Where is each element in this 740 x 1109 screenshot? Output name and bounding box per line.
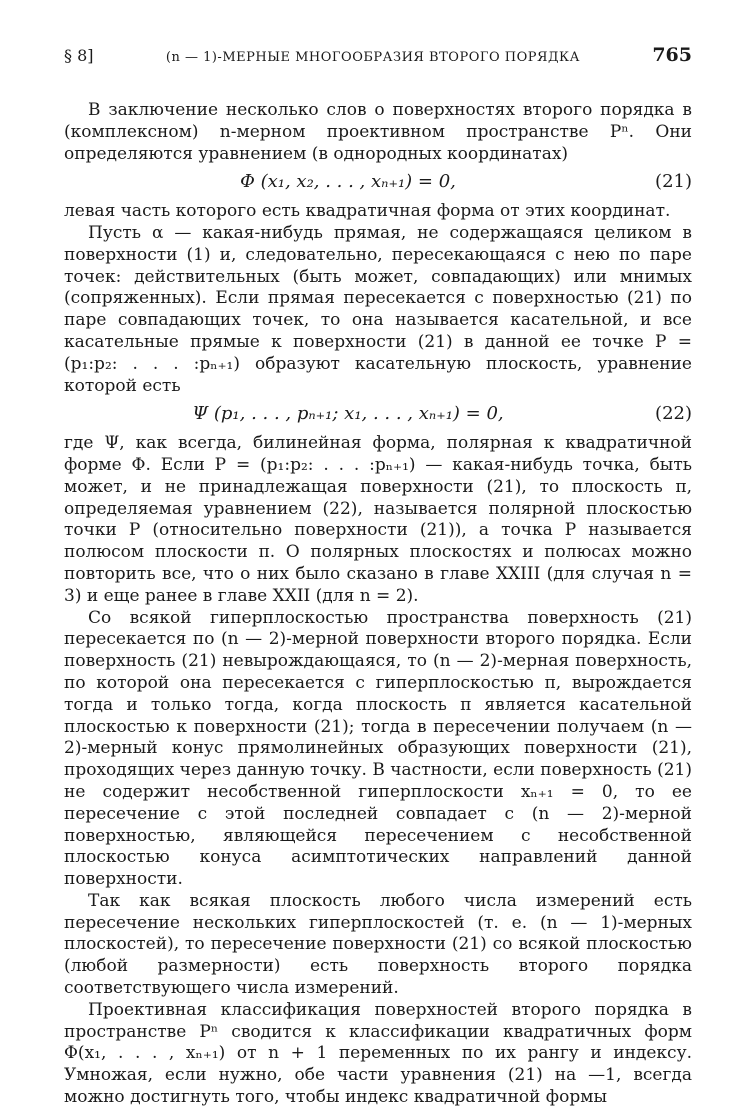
- chapter-title: (n — 1)-МЕРНЫЕ МНОГООБРАЗИЯ ВТОРОГО ПОРЯДКА: [165, 50, 580, 65]
- equation-21-number: (21): [655, 171, 692, 193]
- equation-22-number: (22): [655, 403, 692, 425]
- paragraph-2: левая часть которого есть квадратичная форма от этих координат.: [64, 201, 671, 222]
- page-number: 765: [652, 44, 692, 66]
- running-header: [64, 44, 692, 66]
- paragraph-3: Пусть α — какая-нибудь прямая, не содержащаяся целиком в поверхности (1) и, следовательно, пересекающаяся с нею по паре точек: действительных (быть может, совпадающих) или мнимых (сопряженных). Если прямая пересекается с поверхностью (21) по паре совпадающих точек, то она называется касательной, и все касательные прямые к поверхности (21) в данной ее точке P = (p₁:p₂: . . . :pₙ₊₁) образуют касательную плоскость, уравнение которой есть: [64, 222, 692, 396]
- section-label: § 8]: [64, 46, 94, 65]
- equation-21-formula: Φ (x₁, x₂, . . . , xₙ₊₁) = 0,: [240, 171, 456, 193]
- paragraph-1: В заключение несколько слов о поверхностях второго порядка в (комплексном) n-мерном проективном пространстве Pⁿ. Они определяются уравнением (в однородных координатах): [64, 100, 692, 164]
- paragraph-7: Проективная классификация поверхностей второго порядка в пространстве Pⁿ сводится к классификации квадратичных форм Φ(x₁, . . . , xₙ₊₁) от n + 1 переменных по их рангу и индексу. Умножая, если нужно, обе части уравнения (21) на —1, всегда можно достигнуть того, чтобы индекс квадратичной формы: [64, 999, 692, 1108]
- page-body: [64, 100, 692, 1109]
- paragraph-5: Со всякой гиперплоскостью пространства поверхность (21) пересекается по (n — 2)-мерной поверхности второго порядка. Если поверхность (21) невырождающаяся, то (n — 2)-мерная поверхность, по которой она пересекается с гиперплоскостью π, вырождается тогда и только тогда, когда плоскость π является касательной плоскостью к поверхности (21); тогда в пересечении получаем (n — 2)-мерный конус прямолинейных образующих поверхности (21), проходящих через данную точку. В частности, если поверхность (21) не содержит несобственной гиперплоскости xₙ₊₁ = 0, то ее пересечение с этой последней совпадает с (n — 2)-мерной поверхностью, являющейся пересечением с несобственной плоскостью конуса асимптотических направлений данной поверхности.: [64, 607, 692, 890]
- paragraph-6: Так как всякая плоскость любого числа измерений есть пересечение нескольких гиперплоскостей (т. е. (n — 1)-мерных плоскостей), то пересечение поверхности (21) со всякой плоскостью (любой размерности) есть поверхность второго порядка соответствующего числа измерений.: [64, 890, 692, 999]
- equation-21: [64, 171, 692, 193]
- equation-22-formula: Ψ (p₁, . . . , pₙ₊₁; x₁, . . . , xₙ₊₁) = 0,: [192, 403, 504, 425]
- paragraph-4: где Ψ, как всегда, билинейная форма, полярная к квадратичной форме Φ. Если P = (p₁:p₂: . . . :pₙ₊₁) — какая-нибудь точка, быть может, и не принадлежащая поверхности (21), то плоскость π, определяемая уравнением (22), называется полярной плоскостью точки P (относительно поверхности (21)), а точка P называется полюсом плоскости π. О полярных плоскостях и полюсах можно повторить все, что о них было сказано в главе XXIII (для случая n = 3) и еще ранее в главе XXII (для n = 2).: [64, 433, 692, 606]
- equation-22: [64, 403, 692, 425]
